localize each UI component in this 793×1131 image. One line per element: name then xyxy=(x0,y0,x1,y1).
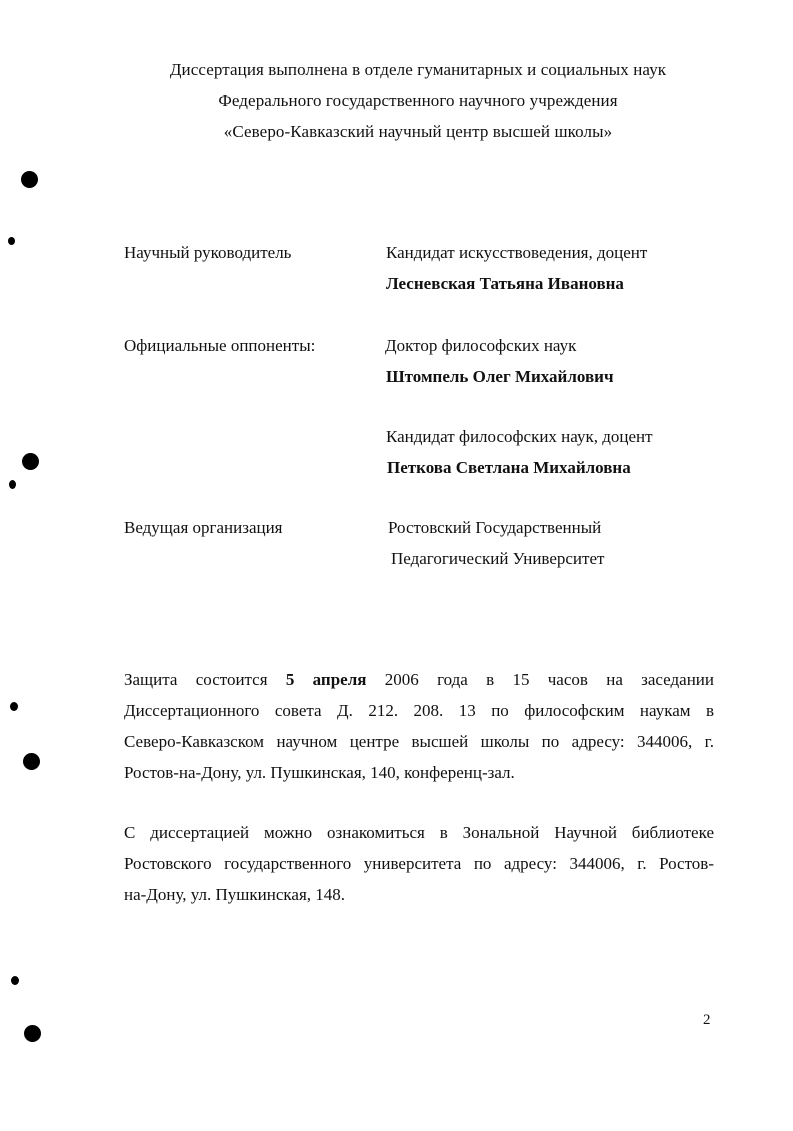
scan-speck-mark xyxy=(9,480,16,489)
leading-org-line-1: Ростовский Государственный xyxy=(388,518,602,537)
leading-org-label: Ведущая организация xyxy=(124,518,283,537)
punch-hole-mark xyxy=(23,753,40,770)
defense-paragraph xyxy=(124,664,714,788)
scan-speck-mark xyxy=(10,702,18,711)
header-line-1: Диссертация выполнена в отделе гуманитарных и социальных наук xyxy=(169,60,667,79)
scan-speck-mark xyxy=(8,237,15,245)
opponents-label: Официальные оппоненты: xyxy=(124,336,316,355)
defense-line-2: Диссертационного совета Д. 212. 208. 13 по философским наукам в xyxy=(124,701,714,720)
library-paragraph xyxy=(124,817,714,910)
page-number: 2 xyxy=(703,1012,711,1028)
defense-post: 2006 года в 15 часов на заседании xyxy=(366,670,714,689)
defense-pre: Защита состоится xyxy=(124,670,286,689)
punch-hole-mark xyxy=(21,171,38,188)
defense-date: 5 апреля xyxy=(285,670,367,689)
defense-line-4: Ростов-на-Дону, ул. Пушкинская, 140, конференц-зал. xyxy=(124,763,515,782)
scan-speck-mark xyxy=(11,976,19,985)
opponent-1-name: Штомпель Олег Михайлович xyxy=(386,367,614,386)
defense-line-1 xyxy=(124,664,714,695)
supervisor-title: Кандидат искусствоведения, доцент xyxy=(386,243,648,262)
opponent-2-name: Петкова Светлана Михайловна xyxy=(387,458,631,477)
library-line-1: С диссертацией можно ознакомиться в Зональной Научной библиотеке xyxy=(124,823,714,842)
leading-org-line-2: Педагогический Университет xyxy=(391,549,605,568)
supervisor-label: Научный руководитель xyxy=(124,243,292,262)
library-line-2: Ростовского государственного университета по адресу: 344006, г. Ростов- xyxy=(124,854,714,873)
opponent-2-title: Кандидат философских наук, доцент xyxy=(386,427,653,446)
opponent-1-title: Доктор философских наук xyxy=(385,336,577,355)
punch-hole-mark xyxy=(24,1025,41,1042)
header-line-3: «Северо-Кавказский научный центр высшей школы» xyxy=(223,122,613,141)
header-line-2: Федерального государственного научного учреждения xyxy=(218,91,618,110)
library-line-3: на-Дону, ул. Пушкинская, 148. xyxy=(124,885,346,904)
punch-hole-mark xyxy=(22,453,39,470)
defense-line-3: Северо-Кавказском научном центре высшей школы по адресу: 344006, г. xyxy=(124,732,714,751)
supervisor-name: Лесневская Татьяна Ивановна xyxy=(386,274,624,293)
